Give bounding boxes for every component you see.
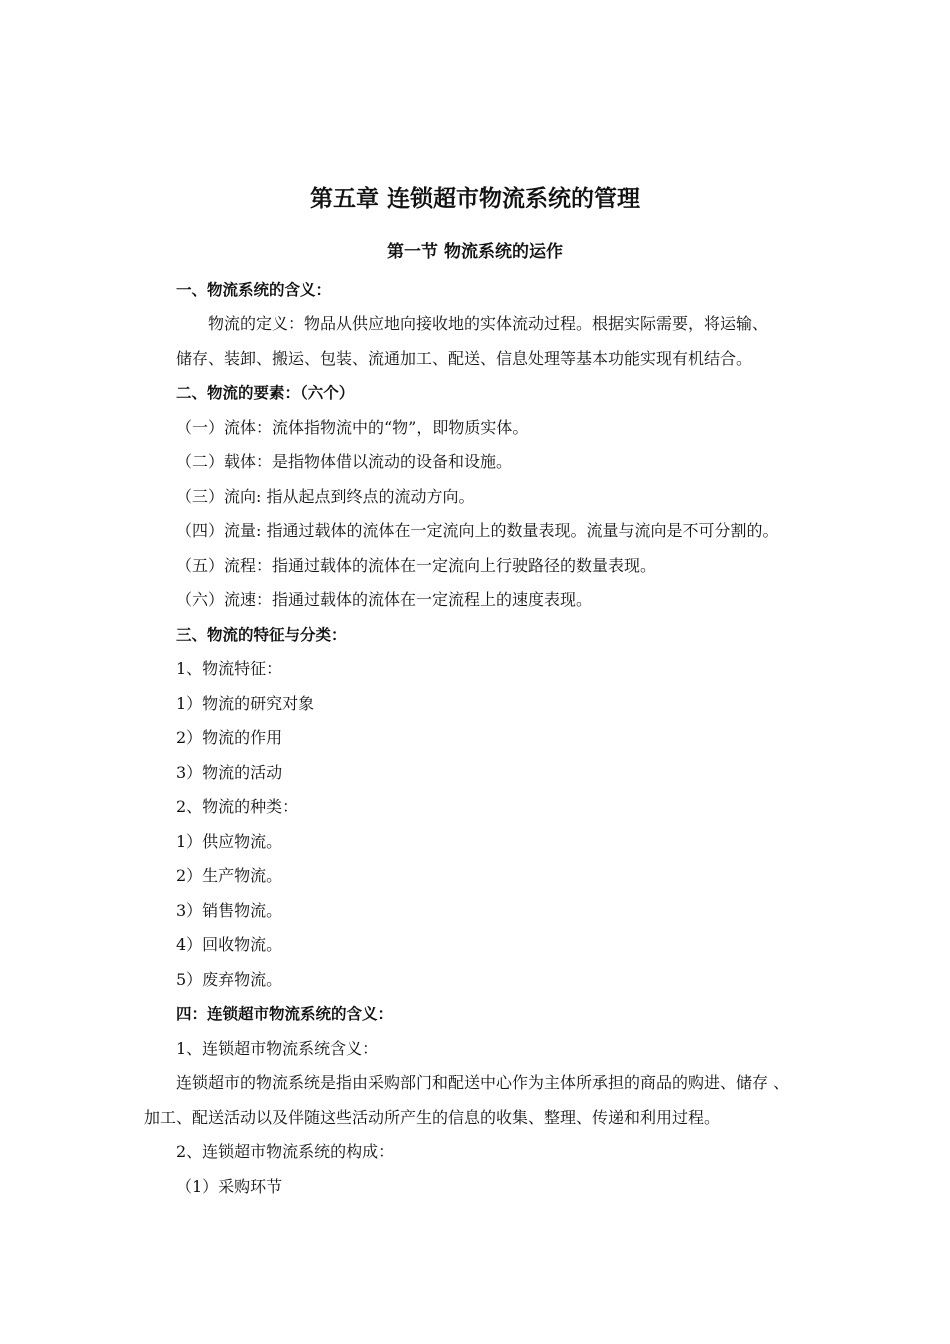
- list-item-features-title: 1、物流特征：: [176, 659, 283, 678]
- heading-chain-logistics-meaning: 四：连锁超市物流系统的含义：: [176, 1005, 394, 1023]
- paragraph-chain-meaning-line-1: 连锁超市的物流系统是指由采购部门和配送中心作为主体所承担的商品的购进、储存 、: [176, 1073, 790, 1092]
- list-item-chain-composition-title: 2、连锁超市物流系统的构成：: [176, 1142, 395, 1161]
- heading-logistics-elements: 二、物流的要素：（六个）: [176, 384, 355, 402]
- paragraph-definition-line-1: 物流的定义：物品从供应地向接收地的实体流动过程。根据实际需要，将运输、: [208, 314, 769, 333]
- element-item-6: （六）流速：指通过载体的流体在一定流程上的速度表现。: [176, 590, 593, 609]
- element-item-2: （二）载体：是指物体借以流动的设备和设施。: [176, 452, 513, 471]
- list-item-kind-5: 5）废弃物流。: [176, 970, 283, 989]
- paragraph-chain-meaning-line-2: 加工、配送活动以及伴随这些活动所产生的信息的收集、整理、传递和利用过程。: [144, 1108, 721, 1127]
- section-title: 第一节 物流系统的运作: [387, 242, 563, 262]
- chapter-title: 第五章 连锁超市物流系统的管理: [309, 186, 640, 212]
- list-item-kinds-title: 2、物流的种类：: [176, 797, 299, 816]
- list-item-feature-3: 3）物流的活动: [176, 763, 283, 782]
- list-item-chain-meaning-title: 1、连锁超市物流系统含义：: [176, 1039, 379, 1058]
- list-item-procurement: （1）采购环节: [176, 1177, 283, 1196]
- element-item-3: （三）流向: 指从起点到终点的流动方向。: [176, 487, 475, 506]
- heading-features-classification: 三、物流的特征与分类：: [176, 626, 347, 644]
- paragraph-definition-line-2: 储存、装卸、搬运、包装、流通加工、配送、信息处理等基本功能实现有机结合。: [176, 349, 753, 368]
- list-item-feature-2: 2）物流的作用: [176, 728, 283, 747]
- heading-logistics-system-meaning: 一、物流系统的含义：: [176, 281, 332, 299]
- list-item-feature-1: 1）物流的研究对象: [176, 694, 315, 713]
- list-item-kind-4: 4）回收物流。: [176, 935, 283, 954]
- element-item-1: （一）流体：流体指物流中的“物”，即物质实体。: [176, 418, 529, 437]
- element-item-5: （五）流程：指通过载体的流体在一定流向上行驶路径的数量表现。: [176, 556, 657, 575]
- element-item-4: （四）流量: 指通过载体的流体在一定流向上的数量表现。流量与流向是不可分割的。: [176, 521, 779, 540]
- list-item-kind-2: 2）生产物流。: [176, 866, 283, 885]
- list-item-kind-1: 1）供应物流。: [176, 832, 283, 851]
- list-item-kind-3: 3）销售物流。: [176, 901, 283, 920]
